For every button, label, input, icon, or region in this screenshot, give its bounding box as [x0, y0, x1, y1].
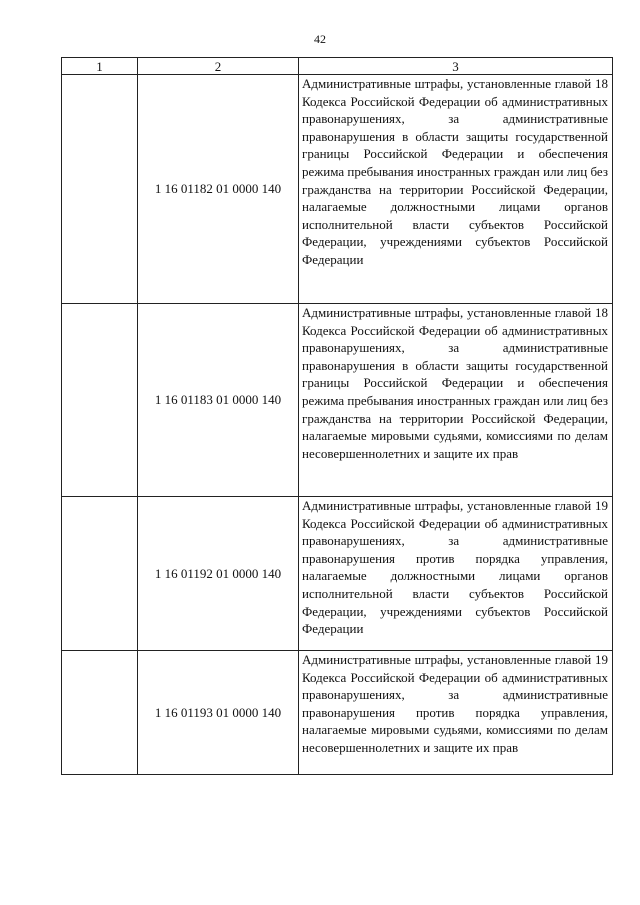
table-header-row: [62, 58, 613, 75]
description-cell: [299, 75, 613, 304]
description-text: Административные штрафы, установленные главой 18 Кодекса Российской Федерации об административных правонарушениях, за административные правонарушения в области защиты государственной границы Российской Федерации и обеспечения режима пребывания иностранных граждан или лиц без гражданства на территории Российской Федерации, налагаемые должностными лицами органов исполнительной власти субъектов Российской Федерации, учреждениями субъектов Российской Федерации: [302, 76, 608, 267]
description-cell: [299, 304, 613, 497]
budget-code-table: [61, 57, 613, 775]
description-cell: [299, 651, 613, 775]
row-number-cell: [62, 651, 138, 775]
table-row: [62, 497, 613, 651]
row-number-cell: [62, 304, 138, 497]
budget-code-cell: 1 16 01192 01 0000 140: [138, 497, 299, 651]
column-header-1: 1: [62, 58, 138, 75]
page-number: 42: [314, 32, 326, 46]
description-text: Административные штрафы, установленные главой 19 Кодекса Российской Федерации об административных правонарушениях, за административные правонарушения против порядка управления, налагаемые должностными лицами органов исполнительной власти субъектов Российской Федерации, учреждениями субъектов Российской Федерации: [302, 498, 608, 637]
column-header-3: 3: [299, 58, 613, 75]
description-text: Административные штрафы, установленные главой 19 Кодекса Российской Федерации об административных правонарушениях, за административные правонарушения против порядка управления, налагаемые мировыми судьями, комиссиями по делам несовершеннолетних и защите их прав: [302, 652, 608, 755]
table-row: [62, 304, 613, 497]
description-cell: [299, 497, 613, 651]
budget-code-cell: 1 16 01183 01 0000 140: [138, 304, 299, 497]
budget-code-cell: 1 16 01193 01 0000 140: [138, 651, 299, 775]
row-number-cell: [62, 497, 138, 651]
column-header-2: 2: [138, 58, 299, 75]
description-text: Административные штрафы, установленные главой 18 Кодекса Российской Федерации об административных правонарушениях, за административные правонарушения в области защиты государственной границы Российской Федерации и обеспечения режима пребывания иностранных граждан или лиц без гражданства на территории Российской Федерации, налагаемые мировыми судьями, комиссиями по делам несовершеннолетних и защите их прав: [302, 305, 608, 461]
row-number-cell: [62, 75, 138, 304]
table-row: [62, 75, 613, 304]
budget-code-cell: 1 16 01182 01 0000 140: [138, 75, 299, 304]
table-row: [62, 651, 613, 775]
